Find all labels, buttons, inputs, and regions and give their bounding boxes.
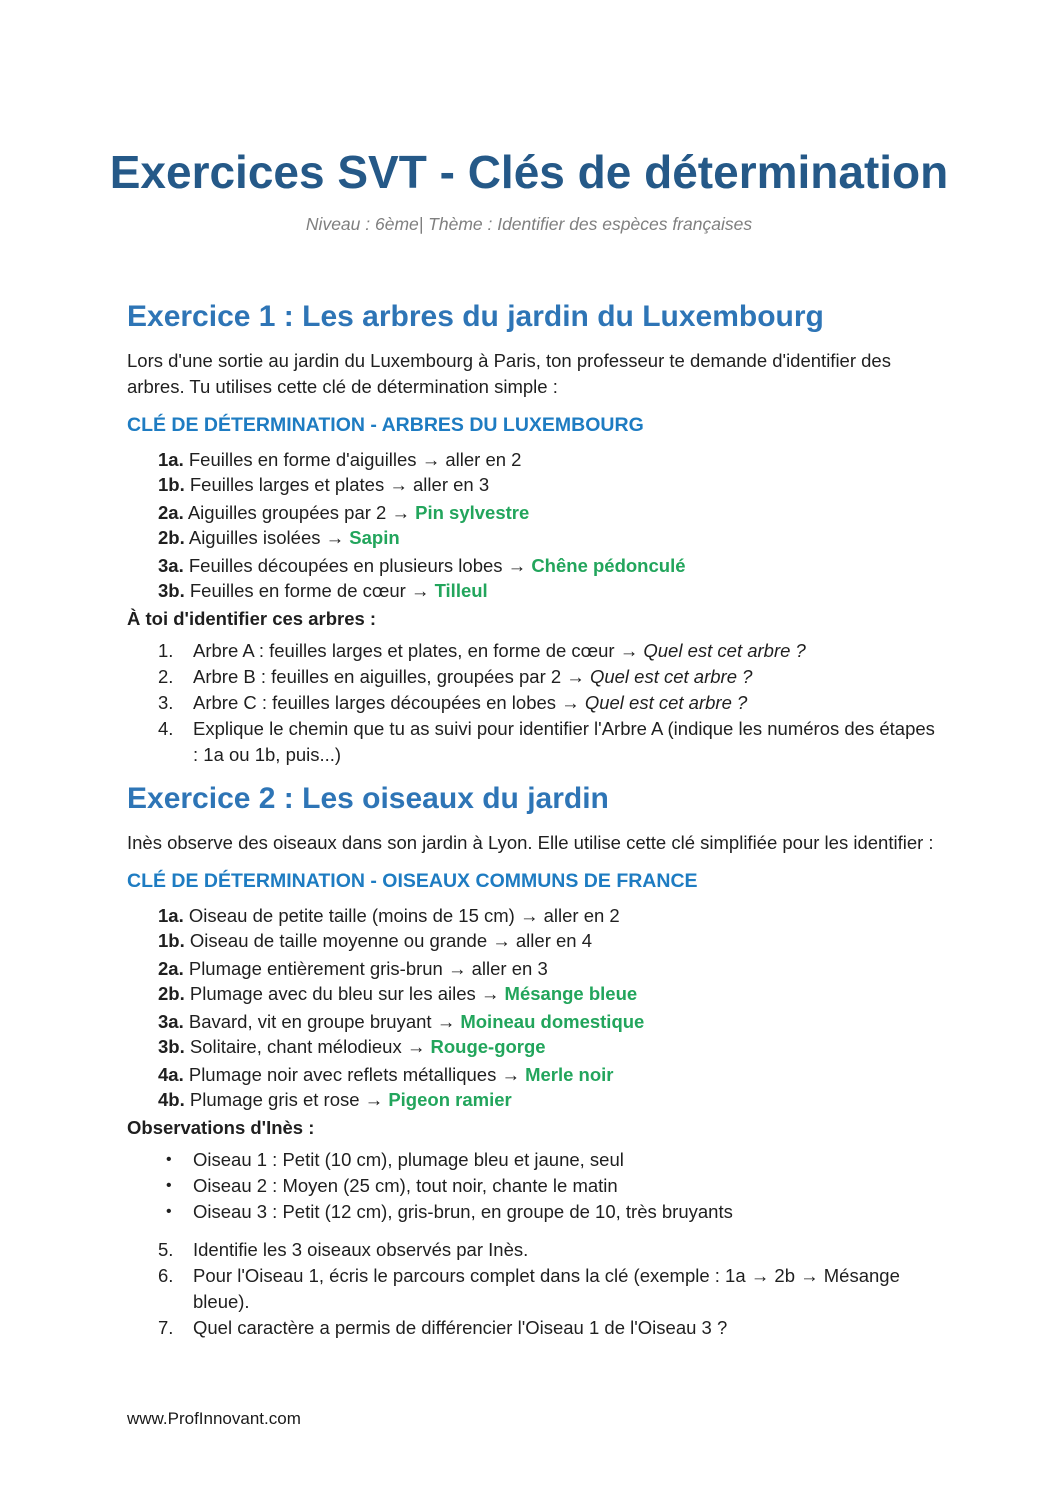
species-result: Rouge-gorge [430, 1036, 546, 1057]
exercise-2-key-title: CLÉ DE DÉTERMINATION - OISEAUX COMMUNS DE FRANCE [127, 870, 698, 892]
exercise-2-heading: Exercice 2 : Les oiseaux du jardin [127, 782, 609, 815]
task-text: Arbre C : feuilles larges découpées en lobes → Quel est cet arbre ? [193, 692, 748, 713]
exercise-1-section [127, 298, 942, 768]
observation-text: Oiseau 2 : Moyen (25 cm), tout noir, chante le matin [193, 1175, 618, 1196]
task-text: Arbre A : feuilles larges et plates, en forme de cœur → Quel est cet arbre ? [193, 640, 806, 661]
goto-result: aller en 4 [515, 930, 592, 951]
observation-item [127, 1199, 942, 1225]
observation-text: Oiseau 1 : Petit (10 cm), plumage bleu et jaune, seul [193, 1149, 624, 1170]
exercise-1-heading: Exercice 1 : Les arbres du jardin du Luxembourg [127, 300, 824, 333]
key-step-label: 1a. [158, 449, 184, 470]
exercise-2-key-pair [127, 956, 942, 1006]
key-step-label: 2b. [158, 983, 185, 1004]
exercise-2-key-step-2a: 2a. Plumage entièrement gris-brun → aller en 3 [158, 958, 548, 979]
exercise-2-task-item [127, 1237, 942, 1263]
key-step-label: 4b. [158, 1089, 185, 1110]
exercise-1-task-heading: À toi d'identifier ces arbres : [127, 608, 377, 629]
key-step-label: 3a. [158, 1011, 184, 1032]
bullet-marker: • [166, 1203, 172, 1220]
exercise-2-key-step-2b: 2b. Plumage avec du bleu sur les ailes → Mésange bleue [158, 983, 638, 1004]
task-text: Quel caractère a permis de différencier l'Oiseau 1 de l'Oiseau 3 ? [193, 1317, 728, 1338]
exercise-1-intro: Lors d'une sortie au jardin du Luxembourg à Paris, ton professeur te demande d'identifier des arbres. Tu utilises cette clé de détermination simple : [127, 350, 891, 397]
exercise-2-key-step-1b: 1b. Oiseau de taille moyenne ou grande → aller en 4 [158, 930, 592, 951]
observations-heading: Observations d'Inès : [127, 1117, 315, 1138]
exercise-1-key-pair [127, 500, 942, 550]
exercise-2-task-item [127, 1315, 942, 1341]
task-number: 6. [158, 1265, 174, 1286]
exercise-1-task-item [127, 638, 942, 664]
bullet-marker: • [166, 1177, 172, 1194]
task-number: 7. [158, 1317, 174, 1338]
page-content [0, 298, 1058, 1341]
exercise-1-key-pair [127, 553, 942, 603]
exercise-2-key-step-3a: 3a. Bavard, vit en groupe bruyant → Moineau domestique [158, 1011, 645, 1032]
task-number: 4. [158, 718, 174, 739]
exercise-1-key-step-1a: 1a. Feuilles en forme d'aiguilles → aller en 2 [158, 449, 522, 470]
exercise-1-key-step-3a: 3a. Feuilles découpées en plusieurs lobes → Chêne pédonculé [158, 555, 686, 576]
task-number: 3. [158, 692, 174, 713]
exercise-2-key-pair [127, 903, 942, 953]
exercise-1-task-item [127, 716, 942, 768]
observation-item [127, 1173, 942, 1199]
key-step-label: 3b. [158, 1036, 185, 1057]
key-step-label: 2a. [158, 958, 184, 979]
key-step-label: 3b. [158, 580, 185, 601]
species-result: Pin sylvestre [415, 502, 530, 523]
exercise-1-task-item [127, 690, 942, 716]
exercise-1-key-step-2b: 2b. Aiguilles isolées → Sapin [158, 527, 400, 548]
exercise-1-key-step-2a: 2a. Aiguilles groupées par 2 → Pin sylvestre [158, 502, 530, 523]
key-step-label: 3a. [158, 555, 184, 576]
task-number: 1. [158, 640, 174, 661]
key-step-label: 2a. [158, 502, 184, 523]
exercise-2-key-step-1a: 1a. Oiseau de petite taille (moins de 15 cm) → aller en 2 [158, 905, 620, 926]
task-text: Arbre B : feuilles en aiguilles, groupées par 2 → Quel est cet arbre ? [193, 666, 753, 687]
species-result: Merle noir [525, 1064, 614, 1085]
footer-url: www.ProfInnovant.com [127, 1409, 301, 1428]
task-text: Pour l'Oiseau 1, écris le parcours complet dans la clé (exemple : 1a → 2b → Mésange bleue). [193, 1265, 900, 1312]
species-result: Tilleul [434, 580, 488, 601]
species-result: Pigeon ramier [388, 1089, 512, 1110]
task-question: Quel est cet arbre ? [589, 666, 753, 687]
exercise-2-key-step-4a: 4a. Plumage noir avec reflets métalliques → Merle noir [158, 1064, 614, 1085]
task-text: Explique le chemin que tu as suivi pour identifier l'Arbre A (indique les numéros des étapes : 1a ou 1b, puis...) [193, 718, 935, 765]
exercise-2-intro: Inès observe des oiseaux dans son jardin à Lyon. Elle utilise cette clé simplifiée pour les identifier : [127, 832, 934, 853]
page-subtitle: Niveau : 6ème| Thème : Identifier des espèces françaises [305, 214, 753, 234]
key-step-label: 4a. [158, 1064, 184, 1085]
task-number: 2. [158, 666, 174, 687]
exercise-2-task-item [127, 1263, 942, 1315]
exercise-2-key-step-3b: 3b. Solitaire, chant mélodieux → Rouge-gorge [158, 1036, 546, 1057]
exercise-1-key-title: CLÉ DE DÉTERMINATION - ARBRES DU LUXEMBOURG [127, 414, 644, 436]
exercise-1-key-list [127, 447, 942, 603]
key-step-label: 1b. [158, 930, 185, 951]
species-result: Chêne pédonculé [531, 555, 686, 576]
exercise-2-task-list [127, 1237, 942, 1341]
exercise-1-task-list [127, 638, 942, 768]
task-question: Quel est cet arbre ? [584, 692, 748, 713]
task-question: Quel est cet arbre ? [643, 640, 806, 661]
task-text: Identifie les 3 oiseaux observés par Inès. [193, 1239, 529, 1260]
observations-list [127, 1147, 942, 1225]
exercise-2-key-pair [127, 1009, 942, 1059]
observation-item [127, 1147, 942, 1173]
exercise-1-key-pair [127, 447, 942, 497]
exercise-1-key-step-3b: 3b. Feuilles en forme de cœur → Tilleul [158, 580, 488, 601]
goto-result: aller en 3 [471, 958, 548, 979]
exercise-2-key-list [127, 903, 942, 1112]
species-result: Sapin [349, 527, 400, 548]
task-number: 5. [158, 1239, 174, 1260]
exercise-2-key-pair [127, 1062, 942, 1112]
exercise-1-task-item [127, 664, 942, 690]
exercise-1-key-step-1b: 1b. Feuilles larges et plates → aller en 3 [158, 474, 490, 495]
goto-result: aller en 2 [445, 449, 522, 470]
exercise-2-section [127, 780, 942, 1341]
goto-result: aller en 2 [543, 905, 620, 926]
key-step-label: 1b. [158, 474, 185, 495]
bullet-marker: • [166, 1151, 172, 1168]
page-title: Exercices SVT - Clés de détermination [109, 146, 949, 198]
species-result: Mésange bleue [504, 983, 638, 1004]
species-result: Moineau domestique [460, 1011, 645, 1032]
key-step-label: 1a. [158, 905, 184, 926]
observation-text: Oiseau 3 : Petit (12 cm), gris-brun, en groupe de 10, très bruyants [193, 1201, 733, 1222]
exercise-2-key-step-4b: 4b. Plumage gris et rose → Pigeon ramier [158, 1089, 512, 1110]
key-step-label: 2b. [158, 527, 185, 548]
goto-result: aller en 3 [413, 474, 490, 495]
